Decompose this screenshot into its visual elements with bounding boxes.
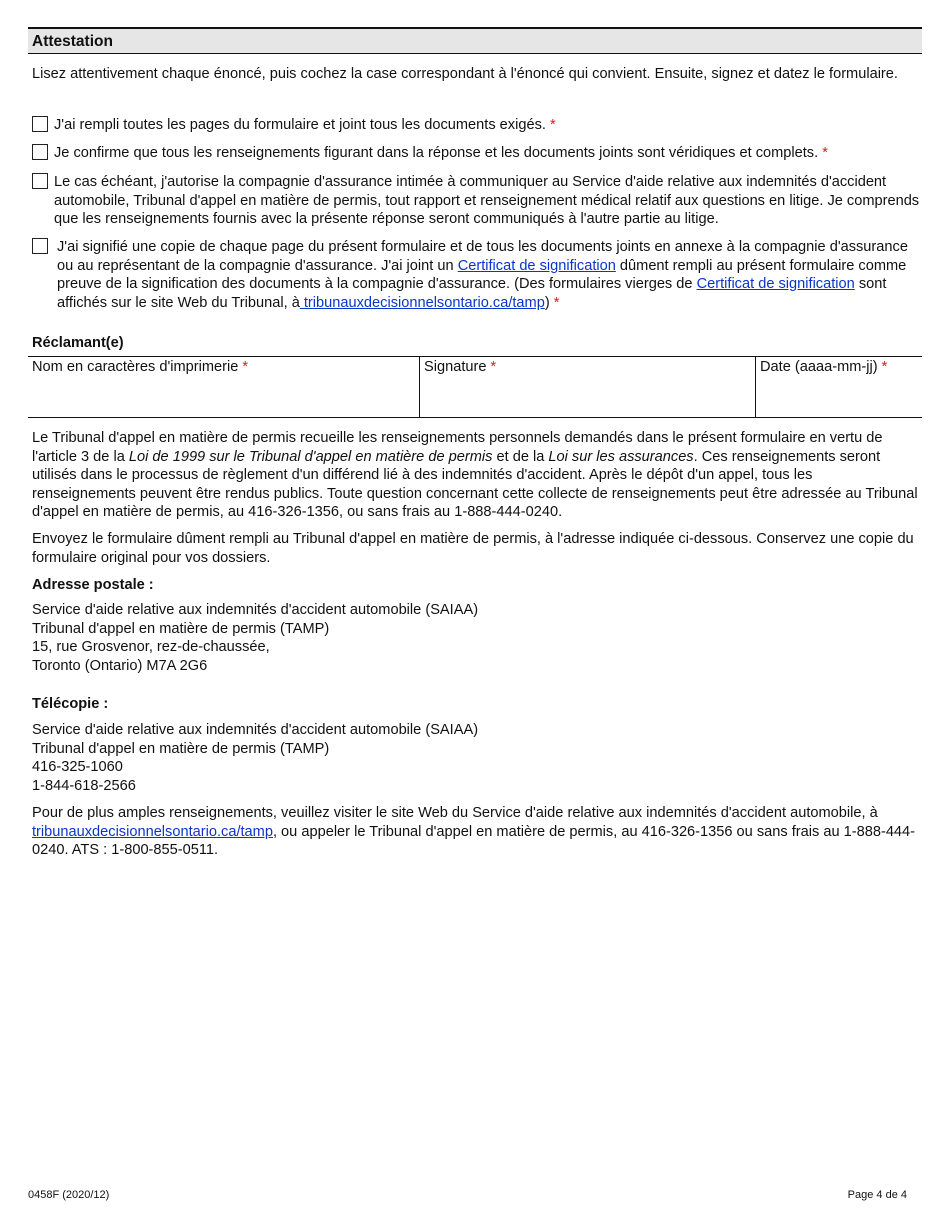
address-line: Toronto (Ontario) M7A 2G6: [32, 657, 208, 674]
privacy-notice: [32, 429, 920, 522]
privacy-text-b: et de la: [492, 448, 549, 465]
checkbox-service-certificate[interactable]: [32, 238, 48, 254]
section-header: [28, 27, 922, 54]
attestation-text-4a: J'ai signifié une copie de chaque page du présent formulaire et de tous les documents joints en annexe à la compagnie d'assurance ou au représentant de la compagnie d'assurance. J'ai joint un: [57, 239, 908, 274]
checkbox-pages-completed[interactable]: [32, 116, 48, 132]
attestation-text-4b: dûment rempli au présent formulaire comme preuve de la signification des documents à la compagnie d'assurance. (Des formulaires vierges de: [57, 257, 907, 292]
attestation-text-3: Le cas échéant, j'autorise la compagnie d'assurance intimée à communiquer au Service d'aide relative aux indemnités d'accident automobile, Tribunal d'appel en matière de permis, tout rapport et renseignement médical relatif aux questions en litige. Je comprends que les renseignements fournis avec la présente réponse seront communiqués à l'autre partie au litige.: [54, 174, 920, 227]
law-title-2: Loi sur les assurances: [548, 448, 694, 465]
fax-line: Tribunal d'appel en matière de permis (TAMP): [32, 740, 330, 757]
address-line: Service d'aide relative aux indemnités d'accident automobile (SAIAA): [32, 602, 479, 618]
fax-line: Service d'aide relative aux indemnités d'accident automobile (SAIAA): [32, 722, 479, 738]
signature-cell: [419, 357, 755, 418]
attestation-text-1: J'ai rempli toutes les pages du formulaire et joint tous les documents exigés.: [54, 117, 546, 133]
claimant-heading: Réclamant(e): [32, 335, 124, 351]
signature-input[interactable]: [424, 381, 751, 413]
intro-text: Lisez attentivement chaque énoncé, puis cochez la case correspondant à l'énoncé qui convient. Ensuite, signez et datez le formulaire.: [32, 66, 898, 82]
claimant-signature-table: [28, 356, 922, 418]
certificate-link-2[interactable]: Certificat de signification: [696, 276, 855, 292]
date-label: Date (aaaa-mm-jj): [760, 359, 878, 375]
page-number: Page 4 de 4: [847, 1189, 907, 1201]
section-title: Attestation: [32, 33, 113, 50]
mailing-address: [32, 601, 920, 675]
date-input[interactable]: [760, 381, 918, 413]
attestation-text-2: Je confirme que tous les renseignements figurant dans la réponse et les documents joints sont véridiques et complets.: [54, 145, 819, 161]
date-cell: [755, 357, 922, 418]
fax-number: 416-325-1060: [32, 759, 123, 775]
tribunal-website-link[interactable]: tribunauxdecisionnelsontario.ca/tamp: [32, 823, 273, 840]
certificate-link-1[interactable]: Certificat de signification: [457, 257, 616, 274]
name-label: Nom en caractères d'imprimerie: [32, 359, 239, 375]
form-code: 0458F (2020/12): [28, 1189, 110, 1201]
send-instructions: Envoyez le formulaire dûment rempli au Tribunal d'appel en matière de permis, à l'adresse indiquée ci-dessous. Conservez une copie du formulaire original pour vos dossiers.: [32, 531, 914, 566]
address-line: Tribunal d'appel en matière de permis (TAMP): [32, 620, 330, 637]
required-marker: *: [490, 359, 497, 375]
fax-details: [32, 721, 920, 795]
required-marker: *: [550, 117, 556, 133]
required-marker: *: [242, 359, 249, 375]
address-line: 15, rue Grosvenor, rez-de-chaussée,: [32, 639, 270, 655]
mailing-heading: Adresse postale :: [32, 577, 154, 593]
printed-name-input[interactable]: [32, 381, 415, 413]
attestation-text-4d: ): [544, 294, 550, 311]
attestation-text-4c: sont affichés sur le site Web du Tribunal, à: [57, 276, 887, 311]
law-title-1: Loi de 1999 sur le Tribunal d'appel en matière de permis: [128, 448, 493, 465]
signature-label: Signature: [424, 359, 487, 375]
more-info-text-b: , ou appeler le Tribunal d'appel en matière de permis, au 416-326-1356 ou sans frais au 1-888-444-0240. ATS : 1-800-855-0511.: [32, 823, 916, 858]
tribunal-website-link[interactable]: tribunauxdecisionnelsontario.ca/tamp: [299, 294, 545, 311]
checkbox-medical-authorization[interactable]: [32, 173, 48, 189]
more-info: [32, 804, 920, 860]
required-marker: *: [553, 294, 560, 311]
privacy-text-a: Le Tribunal d'appel en matière de permis recueille les renseignements personnels demandés dans le présent formulaire en vertu de l'article 3 de la: [32, 430, 883, 465]
fax-heading: Télécopie :: [32, 696, 109, 712]
required-marker: *: [822, 145, 828, 161]
privacy-text-c: . Ces renseignements seront utilisés dans le processus de règlement d'un différend lié à des indemnités d'accident. Après le dépôt d'un appel, tous les renseignements peuvent être rendus publics. Toute question concernant cette collecte de renseignements peut être adressée au Tribunal d'appel en matière de permis, au 416-326-1356, ou sans frais au 1-888-444-0240.: [32, 448, 918, 520]
fax-number: 1-844-618-2566: [32, 777, 136, 794]
checkbox-info-truthful[interactable]: [32, 144, 48, 160]
more-info-text-a: Pour de plus amples renseignements, veuillez visiter le site Web du Service d'aide relative aux indemnités d'accident automobile, à: [32, 805, 878, 821]
name-cell: [28, 357, 419, 418]
required-marker: *: [881, 359, 888, 375]
